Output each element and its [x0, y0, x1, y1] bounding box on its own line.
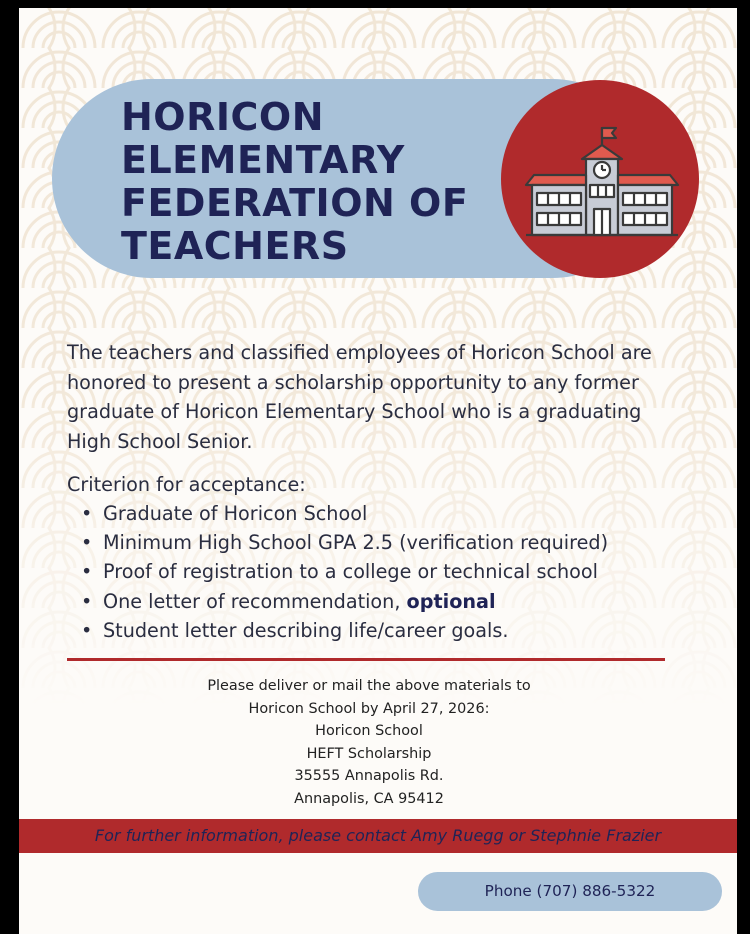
delivery-instructions [19, 675, 719, 811]
criteria-heading: Criterion for acceptance: [67, 473, 306, 496]
intro-line: High School Senior. [67, 429, 253, 453]
divider [67, 658, 665, 661]
title-line: ELEMENTARY [121, 138, 405, 182]
intro-paragraph [67, 338, 707, 456]
school-building-icon [524, 123, 680, 238]
title-line: TEACHERS [121, 224, 349, 268]
criteria-item-text: Graduate of Horicon School [103, 502, 368, 525]
flyer-page [19, 8, 737, 934]
title-line: HORICON [121, 95, 324, 139]
page-title [121, 96, 468, 268]
intro-line: The teachers and classified employees of Horicon School are [67, 341, 652, 364]
intro-line: honored to present a scholarship opportunity to any former [67, 370, 639, 394]
intro-line: graduate of Horicon Elementary School who is a graduating [67, 400, 642, 423]
criteria-list [81, 499, 608, 645]
phone-number: Phone (707) 886-5322 [484, 882, 656, 900]
criteria-item: • Graduate of Horicon School [81, 502, 368, 525]
criteria-item-text: Proof of registration to a college or technical school [103, 560, 598, 584]
title-line: FEDERATION OF [121, 181, 469, 225]
delivery-line: 35555 Annapolis Rd. [294, 768, 444, 785]
delivery-line: Horicon School by April 27, 2026: [248, 700, 490, 717]
criteria-item-text: Minimum High School GPA 2.5 (verification required) [103, 531, 609, 555]
contact-banner [19, 819, 737, 853]
criteria-item-text: One letter of recommendation, [103, 589, 407, 613]
delivery-line: Please deliver or mail the above materials to [207, 678, 531, 694]
criteria-item: • One letter of recommendation, optional [81, 589, 496, 613]
phone-badge [418, 872, 722, 911]
delivery-line: Annapolis, CA 95412 [294, 790, 444, 807]
criteria-item: • Proof of registration to a college or technical school [81, 560, 598, 584]
contact-text: For further information, please contact Amy Ruegg or Stephnie Frazier [94, 826, 662, 845]
delivery-line: HEFT Scholarship [306, 745, 432, 762]
criteria-item-text: Student letter describing life/career goals. [103, 618, 509, 642]
delivery-line: Horicon School [315, 723, 423, 740]
criteria-item: • Student letter describing life/career goals. [81, 618, 509, 642]
criteria-item: • Minimum High School GPA 2.5 (verification required) [81, 531, 609, 555]
optional-label: optional [406, 589, 496, 613]
